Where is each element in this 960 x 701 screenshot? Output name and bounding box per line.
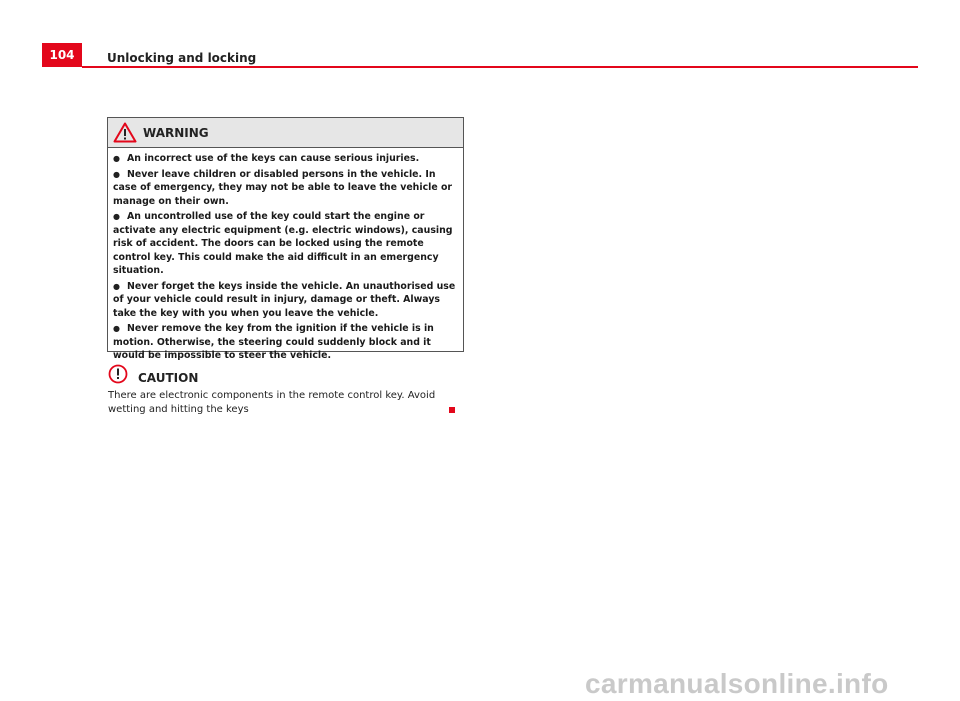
warning-item (113, 210, 457, 278)
page-header (0, 0, 960, 70)
page-number: 104 (42, 43, 82, 67)
warning-item-text: An uncontrolled use of the key could start the engine or activate any electric equipment (e.g. electric windows), causing risk of accident. The doors can be locked using the remote control key. This could make the aid difficult in an emergency situation. (113, 211, 453, 276)
warning-item-text: Never forget the keys inside the vehicle. An unauthorised use of your vehicle could result in injury, damage or theft. Always take the key with you when you leave the vehicle. (113, 280, 456, 319)
warning-item-text: Never remove the key from the ignition if the vehicle is in motion. Otherwise, the steering could suddenly block and it would be impossible to steer the vehicle. (113, 323, 434, 361)
warning-item (113, 280, 457, 321)
warning-item (113, 322, 457, 363)
bullet-icon: ● (113, 169, 120, 179)
bullet-icon: ● (113, 212, 120, 221)
warning-header (108, 118, 463, 148)
bullet-icon: ● (113, 154, 120, 163)
caution-title: CAUTION (138, 371, 199, 385)
section-title: Unlocking and locking (107, 51, 257, 65)
warning-item-text: An incorrect use of the keys can cause serious injuries. (127, 153, 420, 164)
warning-item (113, 152, 457, 166)
warning-item-text: Never leave children or disabled persons in the vehicle. In case of emergency, they may not be able to leave the vehicle or manage on their own. (113, 168, 453, 207)
caution-text: There are electronic components in the remote control key. Avoid wetting and hitting the keys (108, 390, 436, 415)
warning-triangle-icon (113, 122, 137, 143)
section-end-marker (449, 407, 455, 413)
bullet-icon: ● (113, 324, 120, 333)
warning-item (113, 168, 457, 209)
exclamation-circle-icon (108, 364, 128, 384)
watermark: carmanualsonline.info (585, 668, 889, 699)
warning-title: WARNING (143, 126, 209, 140)
warning-list (108, 148, 463, 363)
header-divider (82, 66, 918, 68)
warning-box (107, 117, 464, 361)
bullet-icon: ● (113, 281, 120, 291)
